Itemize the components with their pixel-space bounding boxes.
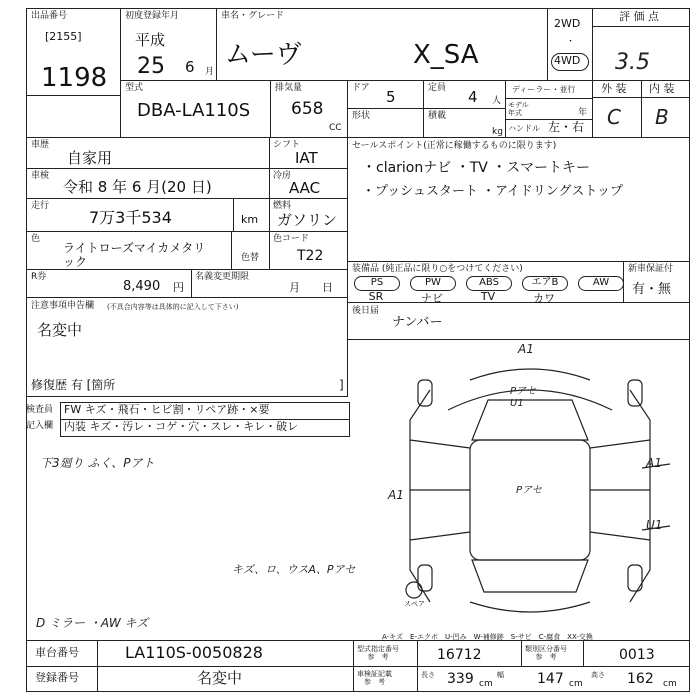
recycle-unit: 円	[173, 281, 184, 294]
diagram-pate-u1: Pアセ U1	[510, 386, 536, 409]
exterior-label: 外 装	[601, 82, 627, 95]
type-no-value: 16712	[437, 647, 482, 663]
model-box	[120, 80, 271, 138]
diagram-u1-right: U1	[646, 518, 663, 532]
history-value: 自家用	[67, 149, 113, 167]
mileage-unit: km	[241, 213, 259, 226]
drive-2wd: 2WD	[554, 17, 581, 30]
handle-label: ハンドル	[508, 124, 540, 133]
name-box	[216, 8, 548, 81]
interior-label: 内 装	[649, 82, 675, 95]
diagram-legend: A-キズ E-エクボ U-凹み W-補修跡 S-サビ C-腐食 XX-交換	[382, 633, 593, 641]
footer-box	[26, 640, 690, 692]
interior-grade: B	[655, 105, 669, 129]
width-unit: cm	[569, 679, 583, 689]
score-box	[592, 8, 690, 81]
hand-note-1: 下3廻り ふく、Pアト	[40, 456, 155, 470]
equipment-label: 装備品 (純正品に限り○をつけてください)	[352, 264, 523, 274]
kg-label: kg	[492, 127, 503, 137]
hand-note-3: D ミラー ・AW キズ	[36, 616, 149, 630]
width-value: 147	[537, 671, 564, 687]
repair-end: ]	[339, 378, 344, 392]
fuel-value: ガソリン	[277, 211, 338, 229]
door-value: 5	[386, 88, 396, 106]
selling-line-1: ・clarionナビ ・TV ・スマートキー	[362, 160, 590, 176]
selling-label: セールスポイント(正常に稼働するものに限ります)	[352, 141, 557, 151]
diagram-spare: スペア	[404, 600, 425, 608]
mileage-value: 7万3千534	[89, 208, 172, 227]
class-no-label: 類別区分番号 参 考	[525, 645, 567, 661]
shift-value: IAT	[295, 149, 318, 167]
details-box	[26, 137, 348, 298]
color-code-label: 色コード	[273, 234, 310, 244]
shape-box	[347, 108, 424, 138]
height-value: 162	[627, 671, 654, 687]
equipment-box	[347, 261, 624, 303]
model-value: DBA-LA110S	[137, 100, 251, 121]
lot-box	[26, 8, 121, 96]
grade-box	[592, 80, 690, 138]
dim-label: 車検証記載 参 考	[357, 670, 392, 686]
diagram-a1-top: A1	[518, 342, 534, 356]
notes-value: 名変中	[37, 321, 83, 339]
drive-box	[547, 8, 593, 81]
chassis-value: LA110S-0050828	[125, 643, 263, 662]
reg-no-label: 登録番号	[35, 671, 79, 684]
equip-navi: ナビ	[421, 292, 443, 305]
equip-aw: AW	[578, 276, 624, 291]
dealer-box	[505, 80, 593, 138]
width-label: 幅	[497, 671, 504, 679]
reg-box	[120, 8, 217, 81]
score-label: 評 価 点	[619, 10, 659, 23]
load-box	[423, 108, 506, 138]
model-year-label: モデル 年式	[508, 101, 529, 117]
notes-label: 注意事項申告欄	[31, 301, 95, 311]
warranty-label: 新車保証付	[628, 264, 674, 274]
notes-sub: (不具合内容等は具体的に記入して下さい)	[107, 303, 239, 311]
recycle-value: 8,490	[123, 279, 161, 294]
selling-box	[347, 137, 690, 262]
drive-4wd: 4WD	[554, 54, 581, 67]
ac-label: 冷房	[273, 171, 292, 181]
selling-line-2: ・プッシュスタート ・アイドリングストップ	[362, 184, 624, 199]
load-label: 積載	[428, 111, 447, 121]
color-code-value: T22	[297, 248, 324, 264]
model-label: 型式	[125, 83, 144, 93]
cc-label: 排気量	[275, 83, 303, 93]
lot-label: 出品番号	[31, 11, 68, 21]
diagram-pate-mid: Pアセ	[516, 485, 542, 496]
height-unit: cm	[663, 679, 677, 689]
inspector-section	[26, 402, 350, 440]
score-value: 3.5	[615, 50, 650, 75]
color-label: 色	[31, 234, 41, 244]
equip-pw: PW	[410, 276, 456, 291]
history-label: 車歴	[31, 140, 50, 150]
repair-label: 修復歴 有 [箇所	[31, 378, 116, 392]
capacity-label: 定員	[428, 83, 447, 93]
notes-box	[26, 297, 348, 397]
type-no-label: 型式指定番号 参 考	[357, 645, 399, 661]
inspector-row-2: 内装 キズ・汚レ・コゲ・穴・スレ・キレ・破レ	[64, 420, 299, 433]
door-label: ドア	[352, 83, 370, 93]
lot-number: 1198	[41, 63, 108, 93]
name-label: 車名・グレード	[221, 11, 285, 21]
diagram-a1-left: A1	[388, 488, 404, 502]
mileage-label: 走行	[31, 201, 50, 211]
inspector-label-1: 検査員	[26, 405, 54, 415]
cc-unit: CC	[329, 123, 342, 133]
exterior-grade: C	[607, 105, 621, 129]
rear-box	[347, 302, 690, 340]
capacity-unit: 人	[492, 96, 502, 106]
reg-month-unit: 月	[205, 67, 215, 77]
color-value: ライトローズマイカメタリ ック	[63, 241, 206, 269]
inspection-label: 車検	[31, 171, 50, 181]
drive-dot: ・	[566, 37, 576, 47]
length-value: 339	[447, 671, 474, 687]
chassis-label: 車台番号	[35, 646, 79, 659]
equip-leather: カワ	[533, 292, 555, 305]
car-name: ムーヴ	[225, 40, 302, 70]
ac-value: AAC	[289, 179, 321, 197]
inspector-label-2: 記入欄	[26, 421, 54, 431]
year-unit: 年	[578, 108, 588, 118]
length-label: 長さ	[421, 671, 435, 679]
inspection-value: 令和 8 年 6 月(20 日)	[63, 178, 212, 196]
rear-value: ナンバー	[392, 315, 443, 330]
shape-label: 形状	[352, 111, 371, 121]
diagram-a1-right: A1	[646, 456, 662, 470]
rear-label: 後日届	[352, 306, 380, 316]
reg-month: 6	[185, 58, 195, 76]
warranty-value: 有・無	[632, 282, 672, 297]
hand-note-2: キズ、ロ、ウスA、Pアセ	[232, 563, 356, 576]
inspector-row-1: FW キズ・飛石・ヒビ割・リペア跡・×要	[64, 403, 270, 416]
name-change-date: 月 日	[289, 281, 333, 294]
capacity-value: 4	[468, 88, 478, 106]
capacity-box	[423, 80, 506, 109]
reg-year: 25	[137, 54, 165, 79]
equip-tv: TV	[480, 290, 496, 303]
name-change-label: 名義変更期限	[195, 272, 250, 282]
cc-box	[270, 80, 348, 138]
reg-label: 初度登録年月	[125, 11, 180, 21]
equip-abs: ABS	[466, 276, 512, 291]
reg-no-value: 名変中	[197, 669, 243, 687]
fuel-label: 燃料	[273, 201, 292, 211]
reg-era: 平成	[135, 31, 166, 49]
equip-ps: PS	[354, 276, 400, 291]
color-change-label: 色替	[241, 253, 260, 263]
equip-sr: SR	[368, 290, 384, 303]
dealer-label: ディーラー・並行	[512, 85, 576, 94]
length-unit: cm	[479, 679, 493, 689]
handle-value: 左・右	[548, 120, 585, 134]
doors-box	[347, 80, 424, 109]
lot-sub: [2155]	[45, 30, 82, 43]
cc-value: 658	[291, 99, 324, 119]
car-grade: X_SA	[413, 40, 479, 70]
shift-label: シフト	[273, 140, 301, 150]
recycle-label: R券	[31, 272, 47, 282]
class-no-value: 0013	[619, 647, 655, 663]
height-label: 高さ	[591, 671, 605, 679]
equip-airbag: エアB	[522, 276, 568, 291]
warranty-box	[623, 261, 690, 303]
